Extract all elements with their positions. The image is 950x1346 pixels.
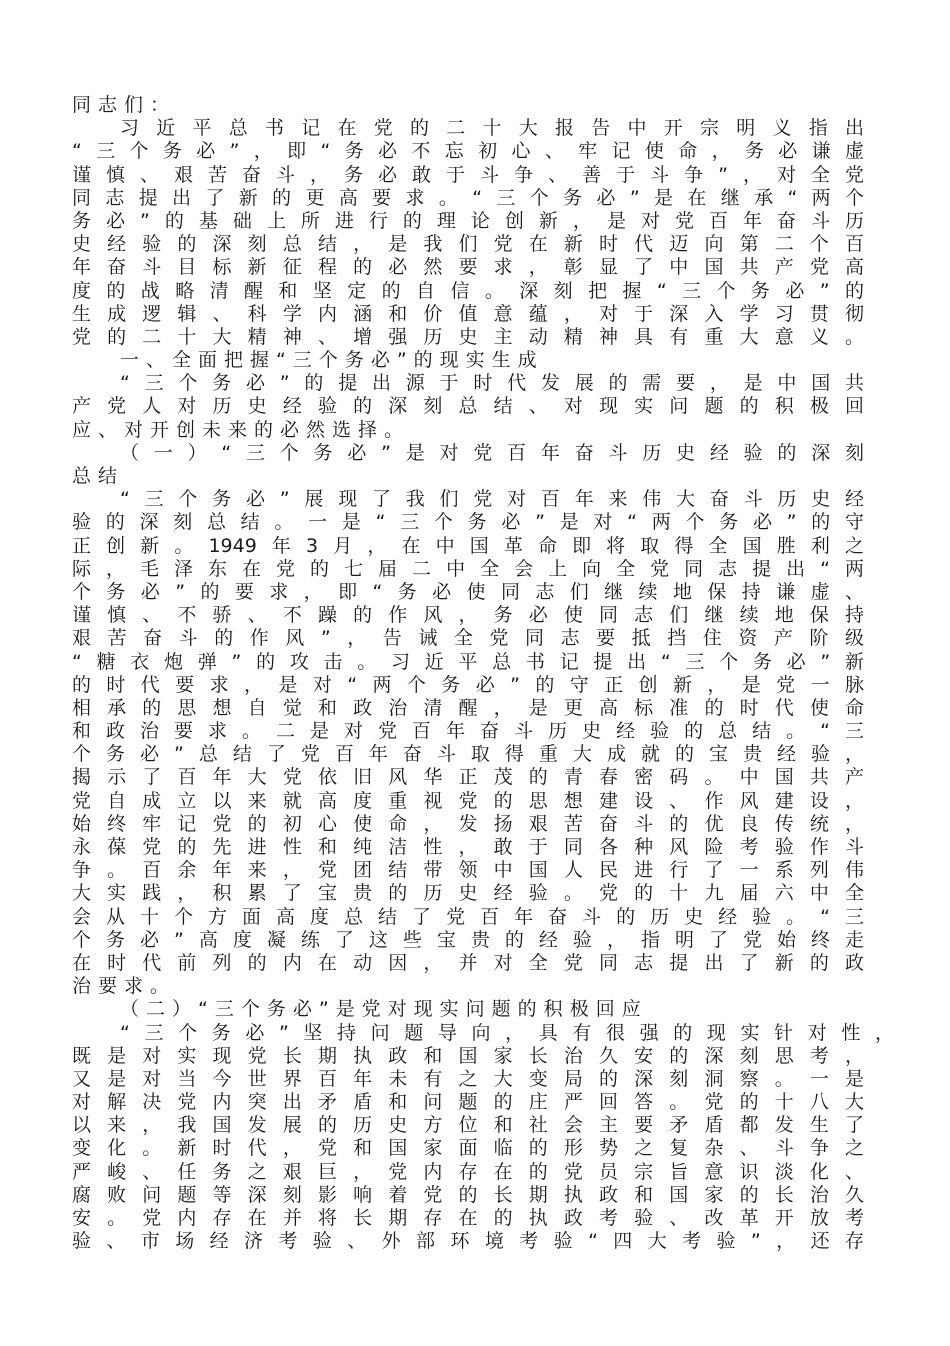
paragraph-line: 党自成立以来就高度重视党的思想建设、作风建设， xyxy=(72,789,864,812)
paragraph-line: 变化。新时代，党和国家面临的形势之复杂、斗争之 xyxy=(72,1137,864,1160)
section-heading: 一、全面把握“三个务必”的现实生成 xyxy=(120,349,544,372)
paragraph-line: “三个务必”的提出源于时代发展的需要，是中国共 xyxy=(120,372,864,395)
paragraph-line: 年奋斗目标新征程的必然要求，彰显了中国共产党高 xyxy=(72,256,864,279)
paragraph-line: 验、市场经济考验、外部环境考验“四大考验”，还存 xyxy=(72,1230,864,1253)
paragraph-line: “糖衣炮弹”的攻击。习近平总书记提出“三个务必”新 xyxy=(72,650,864,673)
paragraph-line: 始终牢记党的初心使命，发扬艰苦奋斗的优良传统， xyxy=(72,812,864,835)
paragraph-line: 谨慎、艰苦奋斗，务必敢于斗争、善于斗争”，对全党 xyxy=(72,163,864,186)
paragraph-line: 史经验的深刻总结，是我们党在新时代迈向第二个百 xyxy=(72,233,864,256)
paragraph-line: 应、对开创未来的必然选择。 xyxy=(72,418,411,441)
paragraph-line: 治要求。 xyxy=(72,975,177,998)
paragraph-line: 又是对当今世界百年未有之大变局的深刻洞察。一是 xyxy=(72,1067,864,1090)
paragraph-line: 严峻、任务之艰巨，党内存在的党员宗旨意识淡化、 xyxy=(72,1160,864,1183)
paragraph-line: 个务必”的要求，即“务必使同志们继续地保持谦虚、 xyxy=(72,580,864,603)
paragraph-line: “三个务必”坚持问题导向，具有很强的现实针对性， xyxy=(120,1021,894,1044)
paragraph-line: 党的二十大精神、增强历史主动精神具有重大意义。 xyxy=(72,325,864,348)
paragraph-line: 会从十个方面高度总结了党百年奋斗的历史经验。“三 xyxy=(72,905,864,928)
paragraph-line: 以来，我国发展的历史方位和社会主要矛盾都发生了 xyxy=(72,1114,864,1137)
paragraph-line: 永葆党的先进性和纯洁性，敢于同各种风险考验作斗 xyxy=(72,836,864,858)
paragraph-line: 正创新。1949年3月，在中国革命即将取得全国胜利之 xyxy=(72,534,864,557)
paragraph-line: 习近平总书记在党的二十大报告中开宗明义指出 xyxy=(120,117,864,140)
paragraph-line: 个务必”总结了党百年奋斗取得重大成就的宝贵经验， xyxy=(72,743,864,766)
document-body xyxy=(72,94,894,1253)
paragraph-line: 务必”的基础上所进行的理论创新，是对党百年奋斗历 xyxy=(72,209,864,232)
paragraph-line: 个务必”高度凝练了这些宝贵的经验，指明了党始终走 xyxy=(72,928,864,951)
paragraph-line: 产党人对历史经验的深刻总结、对现实问题的积极回 xyxy=(72,395,864,418)
paragraph-line: 和政治要求。二是对党百年奋斗历史经验的总结。“三 xyxy=(72,720,864,743)
subsection-heading: （一）“三个务必”是对党百年奋斗历史经验的深刻 xyxy=(120,441,864,464)
paragraph-line: 相承的思想自觉和政治清醒，是更高标准的时代使命 xyxy=(72,696,864,719)
subsection-heading: 总结 xyxy=(72,465,125,487)
paragraph-line: 在时代前列的内在动因，并对全党同志提出了新的政 xyxy=(72,951,864,974)
paragraph-line: 同志提出了新的更高要求。“三个务必”是在继承“两个 xyxy=(72,186,864,209)
paragraph-line: 生成逻辑、科学内涵和价值意蕴，对于深入学习贯彻 xyxy=(72,302,864,325)
subsection-heading: （二）“三个务必”是党对现实问题的积极回应 xyxy=(120,998,648,1021)
paragraph-line: 对解决党内突出矛盾和问题的庄严回答。党的十八大 xyxy=(72,1091,864,1114)
paragraph-line: 大实践，积累了宝贵的历史经验。党的十九届六中全 xyxy=(72,882,864,905)
paragraph-line: 争。百余年来，党团结带领中国人民进行了一系列伟 xyxy=(72,859,864,882)
paragraph-line: “三个务必”，即“务必不忘初心、牢记使命，务必谦虚 xyxy=(72,140,864,163)
paragraph-line: 既是对实现党长期执政和国家长治久安的深刻思考， xyxy=(72,1044,864,1067)
greeting-line: 同志们： xyxy=(72,94,177,116)
paragraph-line: 验的深刻总结。一是“三个务必”是对“两个务必”的守 xyxy=(72,511,864,534)
paragraph-line: 安。党内存在并将长期存在的执政考验、改革开放考 xyxy=(72,1207,864,1229)
paragraph-line: 腐败问题等深刻影响着党的长期执政和国家的长治久 xyxy=(72,1183,864,1206)
paragraph-line: 谨慎、不骄、不躁的作风，务必使同志们继续地保持 xyxy=(72,604,864,627)
paragraph-line: 的时代要求，是对“两个务必”的守正创新，是党一脉 xyxy=(72,673,864,696)
paragraph-line: “三个务必”展现了我们党对百年来伟大奋斗历史经 xyxy=(120,488,864,511)
paragraph-line: 艰苦奋斗的作风”，告诫全党同志要抵挡住资产阶级 xyxy=(72,627,864,650)
paragraph-line: 度的战略清醒和坚定的自信。深刻把握“三个务必”的 xyxy=(72,279,864,302)
paragraph-line: 揭示了百年大党依旧风华正茂的青春密码。中国共产 xyxy=(72,766,864,789)
paragraph-line: 际，毛泽东在党的七届二中全会上向全党同志提出“两 xyxy=(72,557,864,580)
